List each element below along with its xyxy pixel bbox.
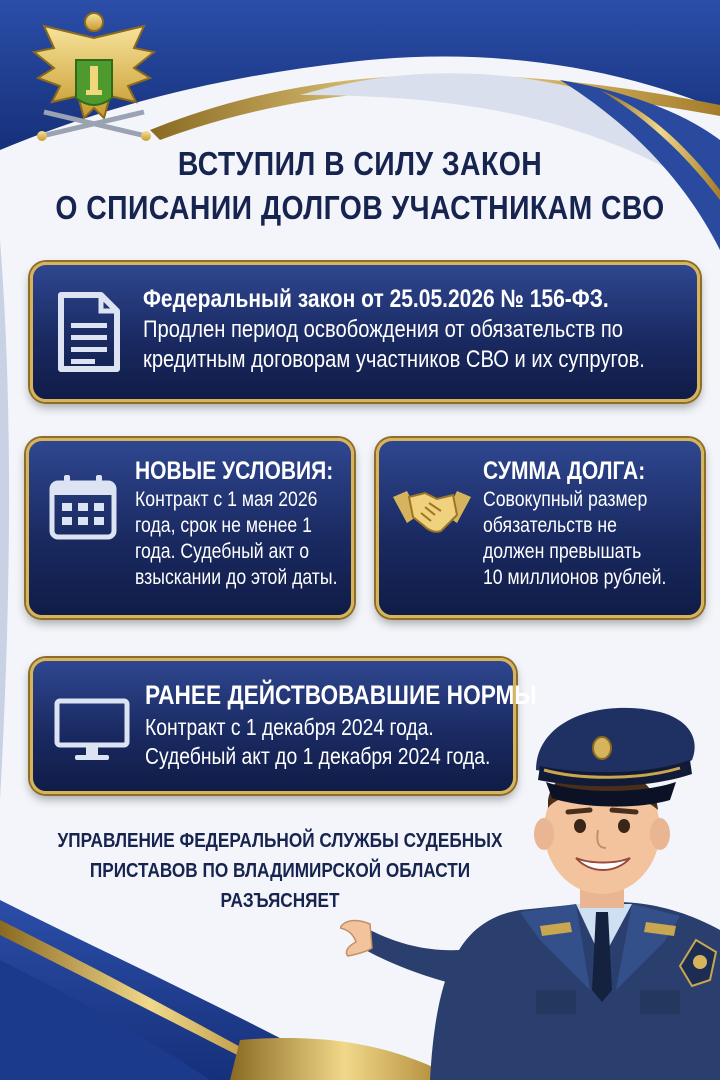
debt-amount-line-4: 10 миллионов рублей.: [483, 566, 667, 589]
new-conditions-card: [26, 438, 354, 618]
new-conditions-line-1: Контракт с 1 мая 2026: [135, 488, 318, 511]
debt-amount-heading: СУММА ДОЛГА:: [483, 457, 646, 485]
handshake-icon: [391, 485, 473, 535]
previous-norms-line-1: Контракт с 1 декабря 2024 года.: [145, 714, 434, 740]
title-line-1: ВСТУПИЛ В СИЛУ ЗАКОН: [177, 145, 543, 182]
page-title: [50, 142, 669, 230]
new-conditions-line-4: взыскании до этой даты.: [135, 566, 338, 589]
debt-amount-line-1: Совокупный размер: [483, 488, 648, 511]
debt-amount-line-2: обязательств не: [483, 514, 617, 537]
previous-norms-heading: РАНЕЕ ДЕЙСТВОВАВШИЕ НОРМЫ: [145, 680, 537, 710]
law-text-line-2: кредитным договорам участников СВО и их супругов.: [143, 346, 645, 373]
bailiff-officer-illustration: [340, 690, 720, 1080]
footer-line-1: УПРАВЛЕНИЕ ФЕДЕРАЛЬНОЙ СЛУЖБЫ СУДЕБНЫХ: [57, 830, 503, 852]
new-conditions-line-2: года, срок не менее 1: [135, 514, 312, 537]
calendar-icon: [47, 473, 119, 541]
new-conditions-line-3: года. Судебный акт о: [135, 540, 310, 563]
debt-amount-line-3: должен превышать: [483, 540, 642, 563]
title-line-2: О СПИСАНИИ ДОЛГОВ УЧАСТНИКАМ СВО: [55, 189, 665, 226]
footer-line-2: ПРИСТАВОВ ПО ВЛАДИМИРСКОЙ ОБЛАСТИ РАЗЪЯСНЯЕТ: [89, 860, 471, 912]
previous-norms-line-2: Судебный акт до 1 декабря 2024 года.: [145, 743, 491, 769]
federal-law-card: [30, 262, 700, 402]
debt-amount-card: [376, 438, 704, 618]
monitor-icon: [53, 697, 131, 763]
law-text-line-1: Продлен период освобождения от обязательств по: [143, 316, 623, 343]
document-icon: [55, 289, 123, 375]
law-heading: Федеральный закон от 25.05.2026 № 156-ФЗ.: [143, 285, 609, 313]
new-conditions-heading: НОВЫЕ УСЛОВИЯ:: [135, 457, 334, 485]
eagle-emblem-icon: [24, 8, 164, 154]
